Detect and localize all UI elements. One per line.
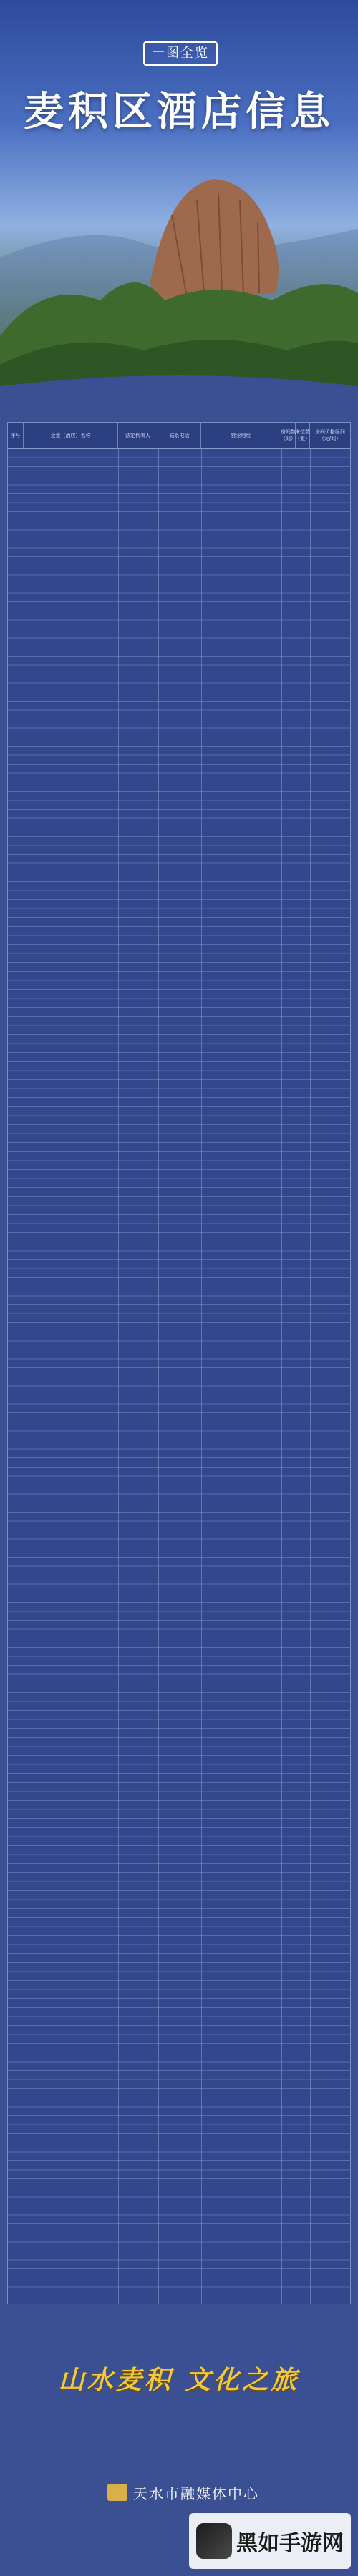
col-header-representative: 法定代表人 (118, 423, 158, 448)
col-header-index: 序号 (8, 423, 24, 448)
table-header (8, 423, 350, 449)
col-header-beds: 床位数（张） (296, 423, 310, 448)
slogan-text: 山水麦积 文化之旅 (58, 2365, 300, 2395)
table-body (8, 449, 350, 2304)
col-header-phone: 联系电话 (158, 423, 201, 448)
overview-badge: 一图全览 (143, 41, 218, 66)
watermark (189, 2513, 351, 2569)
maijishan-illustration (0, 157, 358, 411)
brand-name: 天水市融媒体中心 (133, 2484, 259, 2502)
col-header-name: 企业（酒店）名称 (24, 423, 118, 448)
watermark-logo-icon (196, 2523, 232, 2559)
col-header-price-range: 房间价格区间（元/间） (315, 429, 345, 441)
col-header-address: 营业地址 (201, 423, 281, 448)
col-header-rooms: 房间数（间） (281, 423, 296, 448)
media-brand (107, 2482, 259, 2503)
header-banner (0, 0, 358, 411)
brand-logo-icon (107, 2484, 127, 2501)
slogan-band (0, 2346, 358, 2410)
page-title: 麦积区酒店信息 (24, 89, 334, 135)
watermark-text: 黑如手游网 (236, 2531, 344, 2556)
hotel-table (7, 422, 351, 2304)
